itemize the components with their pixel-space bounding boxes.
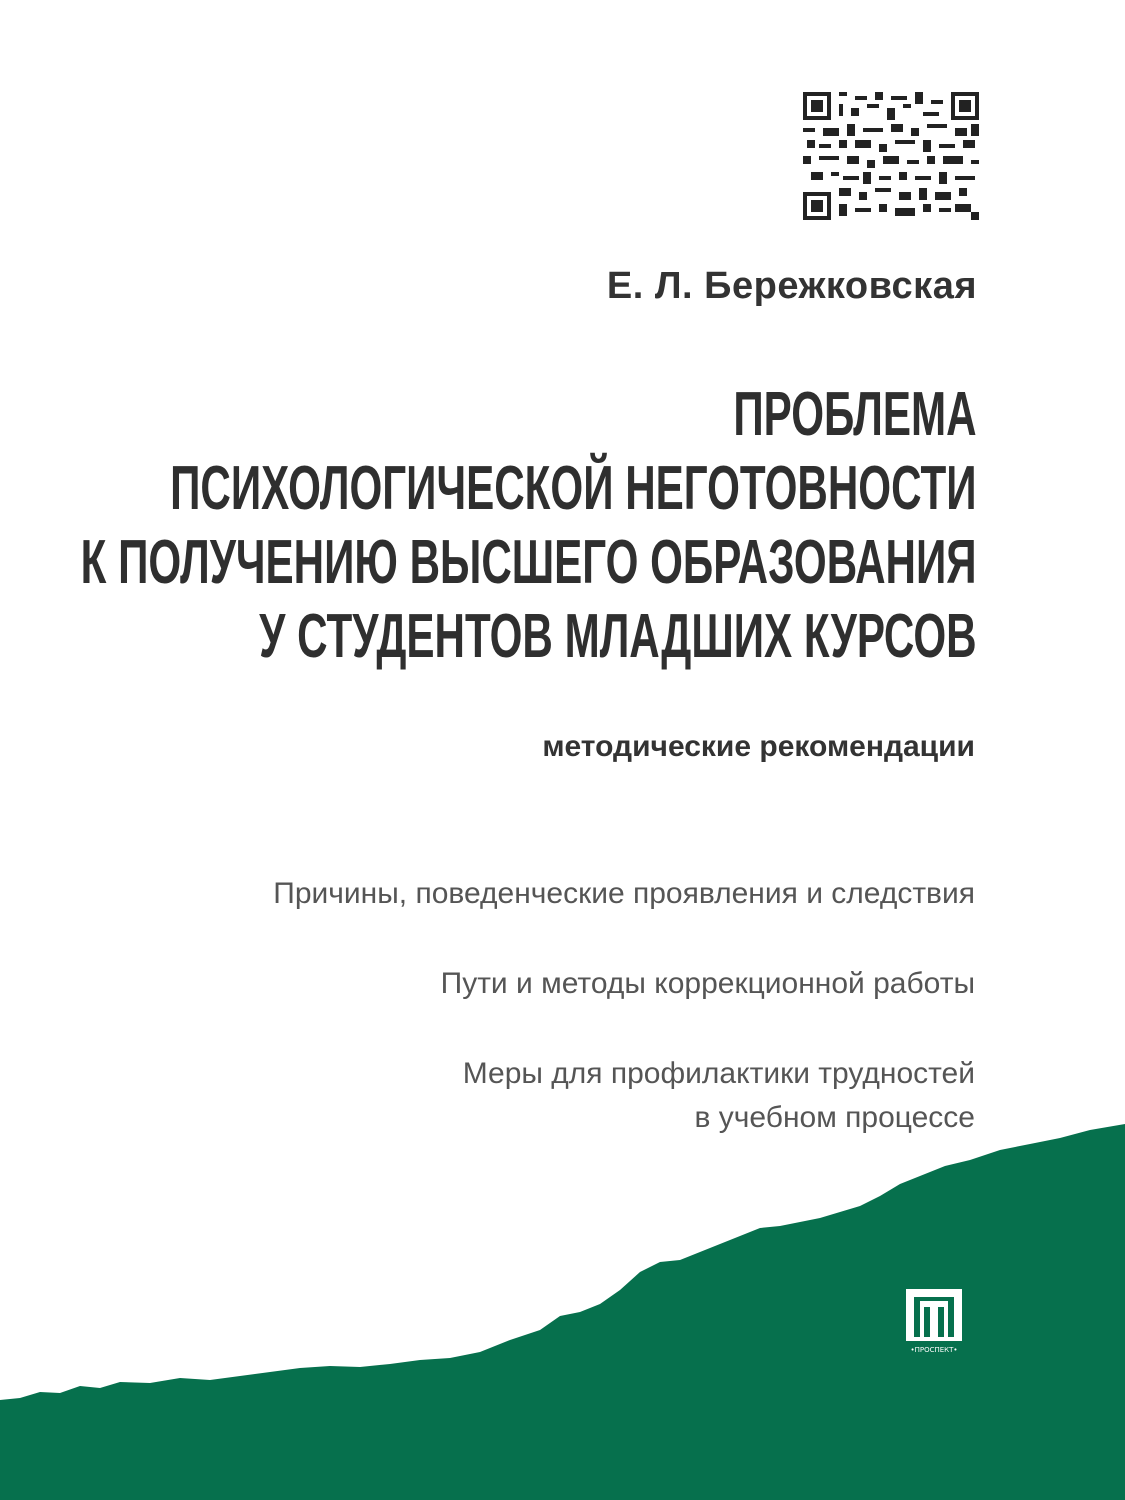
feature-line: Причины, поведенческие проявления и следствия (273, 877, 975, 910)
book-title-line: ПРОБЛЕМА (733, 380, 977, 449)
feature-line: Пути и методы коррекционной работы (440, 967, 975, 1000)
svg-text:•ПРОСПЕКТ•: •ПРОСПЕКТ• (910, 1346, 958, 1354)
book-subtitle: методические рекомендации (542, 730, 975, 763)
feature-line: Меры для профилактики трудностей (462, 1057, 975, 1090)
book-title-line: У СТУДЕНТОВ МЛАДШИХ КУРСОВ (259, 602, 977, 671)
feature-line: в учебном процессе (694, 1101, 975, 1134)
book-title-line: К ПОЛУЧЕНИЮ ВЫСШЕГО ОБРАЗОВАНИЯ (81, 528, 977, 597)
publisher-logo-icon (890, 1285, 978, 1357)
author-name: Е. Л. Бережковская (606, 265, 977, 307)
book-title-line: ПСИХОЛОГИЧЕСКОЙ НЕГОТОВНОСТИ (170, 454, 977, 523)
